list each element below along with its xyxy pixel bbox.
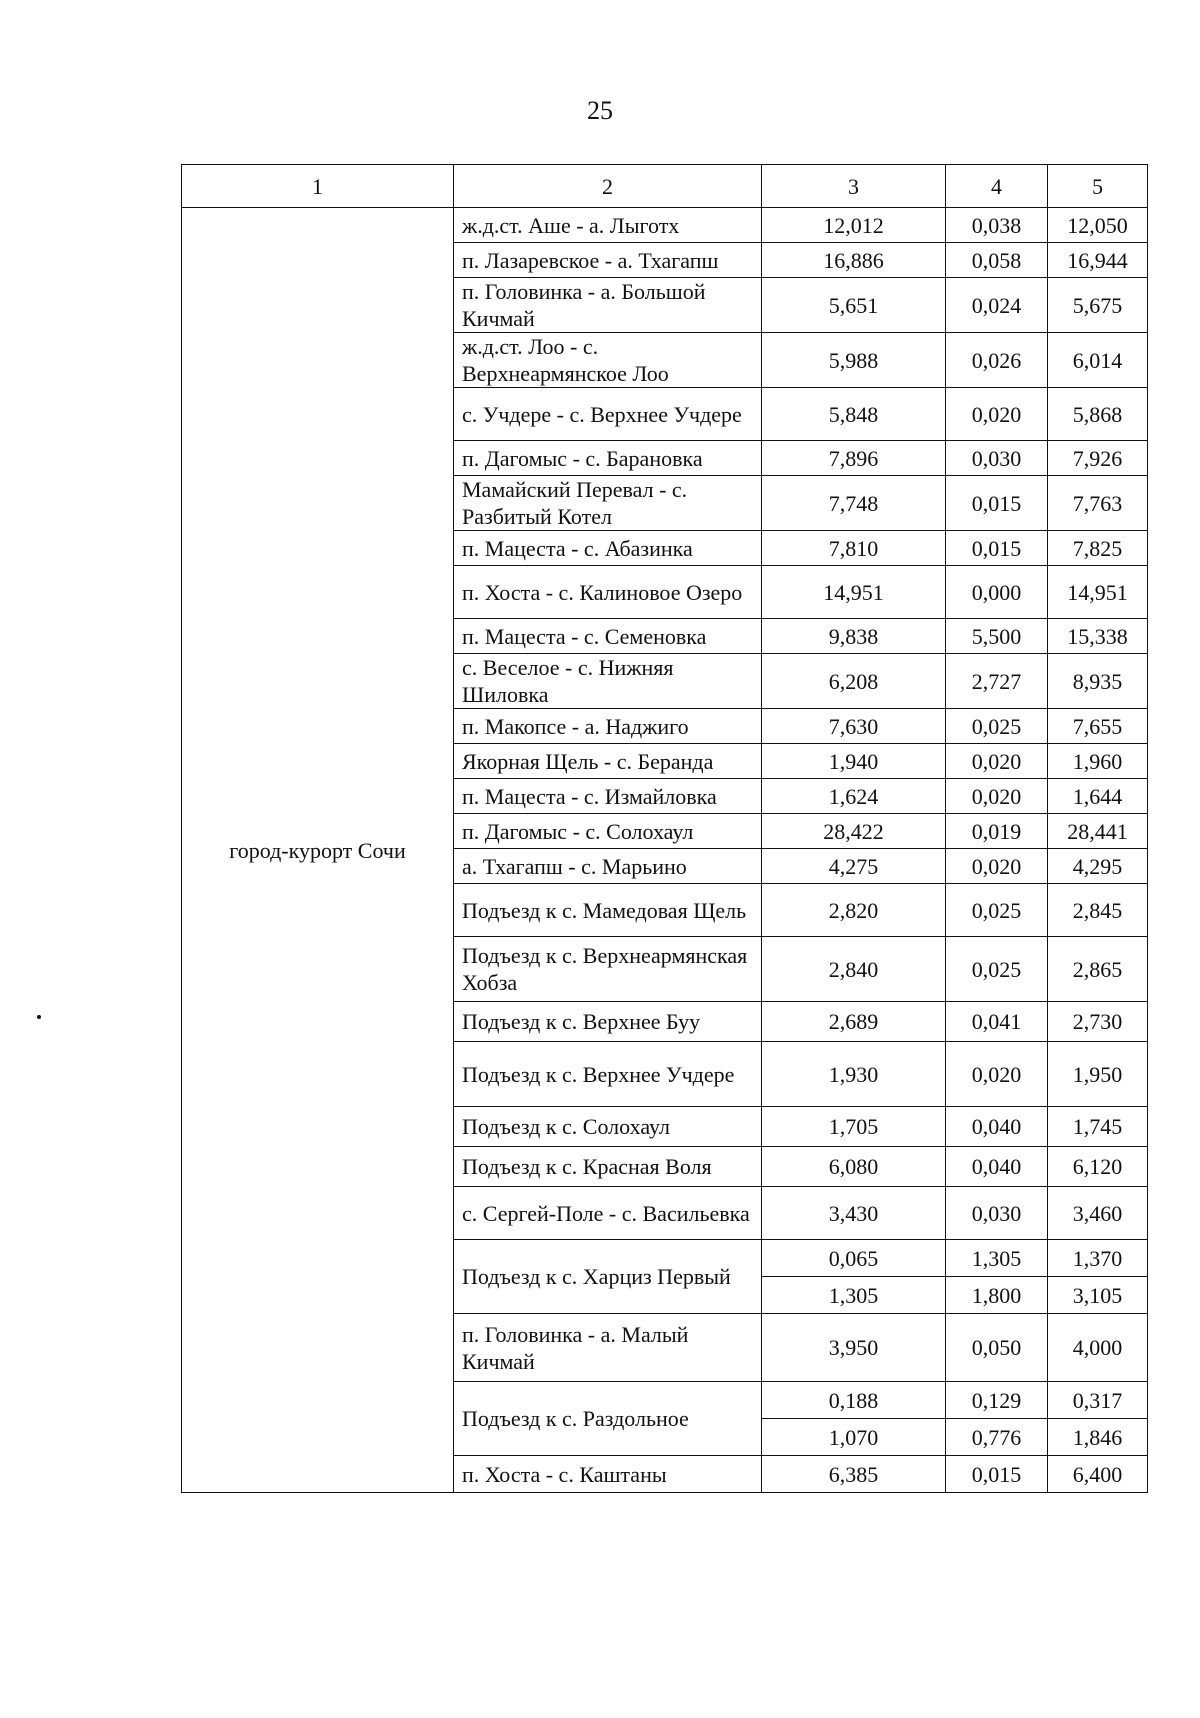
value-cell-col-3: 0,065 bbox=[762, 1240, 946, 1277]
table-row bbox=[182, 208, 1148, 243]
value-cell-col-4: 0,020 bbox=[946, 1042, 1048, 1107]
value-cell-col-5: 1,846 bbox=[1048, 1419, 1148, 1456]
value-cell-col-4: 0,030 bbox=[946, 441, 1048, 476]
header-row bbox=[182, 165, 1148, 208]
value-cell-col-3: 16,886 bbox=[762, 243, 946, 278]
road-name-cell: п. Головинка - а. Малый Кичмай bbox=[454, 1314, 762, 1382]
value-cell-col-4: 0,040 bbox=[946, 1147, 1048, 1187]
road-name-cell: Подъезд к с. Верхнее Буу bbox=[454, 1002, 762, 1042]
value-cell-col-3: 28,422 bbox=[762, 814, 946, 849]
value-cell-col-5: 4,000 bbox=[1048, 1314, 1148, 1382]
value-cell-col-3: 14,951 bbox=[762, 566, 946, 619]
road-name-cell: п. Хоста - с. Каштаны bbox=[454, 1456, 762, 1493]
value-cell-col-5: 3,460 bbox=[1048, 1187, 1148, 1240]
stray-dot-mark bbox=[37, 1015, 41, 1019]
value-cell-col-3: 5,848 bbox=[762, 388, 946, 441]
district-cell: город-курорт Сочи bbox=[182, 208, 454, 1493]
value-cell-col-4: 0,129 bbox=[946, 1382, 1048, 1419]
value-cell-col-5: 1,950 bbox=[1048, 1042, 1148, 1107]
value-cell-col-5: 15,338 bbox=[1048, 619, 1148, 654]
road-name-cell: п. Мацеста - с. Измайловка bbox=[454, 779, 762, 814]
road-name-cell: Подъезд к с. Раздольное bbox=[454, 1382, 762, 1456]
value-cell-col-5: 16,944 bbox=[1048, 243, 1148, 278]
value-cell-col-4: 0,025 bbox=[946, 709, 1048, 744]
value-cell-col-4: 0,026 bbox=[946, 333, 1048, 388]
value-cell-col-4: 1,305 bbox=[946, 1240, 1048, 1277]
value-cell-col-4: 5,500 bbox=[946, 619, 1048, 654]
value-cell-col-5: 1,644 bbox=[1048, 779, 1148, 814]
value-cell-col-4: 0,015 bbox=[946, 1456, 1048, 1493]
road-name-cell: п. Мацеста - с. Семеновка bbox=[454, 619, 762, 654]
value-cell-col-4: 0,015 bbox=[946, 531, 1048, 566]
value-cell-col-4: 0,020 bbox=[946, 388, 1048, 441]
value-cell-col-5: 1,960 bbox=[1048, 744, 1148, 779]
road-name-cell: Подъезд к с. Мамедовая Щель bbox=[454, 884, 762, 937]
value-cell-col-4: 0,019 bbox=[946, 814, 1048, 849]
value-cell-col-3: 7,810 bbox=[762, 531, 946, 566]
value-cell-col-4: 0,000 bbox=[946, 566, 1048, 619]
value-cell-col-4: 0,776 bbox=[946, 1419, 1048, 1456]
road-name-cell: Подъезд к с. Верхнее Учдере bbox=[454, 1042, 762, 1107]
roads-table bbox=[181, 164, 1148, 1493]
value-cell-col-3: 1,940 bbox=[762, 744, 946, 779]
value-cell-col-4: 0,038 bbox=[946, 208, 1048, 243]
value-cell-col-4: 0,058 bbox=[946, 243, 1048, 278]
value-cell-col-3: 9,838 bbox=[762, 619, 946, 654]
value-cell-col-5: 7,655 bbox=[1048, 709, 1148, 744]
value-cell-col-4: 0,025 bbox=[946, 884, 1048, 937]
page-number: 25 bbox=[587, 96, 613, 125]
value-cell-col-5: 5,868 bbox=[1048, 388, 1148, 441]
header-cell-1: 1 bbox=[182, 165, 454, 208]
road-name-cell: Подъезд к с. Солохаул bbox=[454, 1107, 762, 1147]
value-cell-col-3: 12,012 bbox=[762, 208, 946, 243]
value-cell-col-4: 0,050 bbox=[946, 1314, 1048, 1382]
value-cell-col-5: 5,675 bbox=[1048, 278, 1148, 333]
value-cell-col-3: 2,689 bbox=[762, 1002, 946, 1042]
road-name-cell: ж.д.ст. Аше - а. Лыготх bbox=[454, 208, 762, 243]
value-cell-col-3: 1,070 bbox=[762, 1419, 946, 1456]
value-cell-col-3: 6,208 bbox=[762, 654, 946, 709]
value-cell-col-3: 2,820 bbox=[762, 884, 946, 937]
value-cell-col-4: 0,040 bbox=[946, 1107, 1048, 1147]
value-cell-col-3: 3,950 bbox=[762, 1314, 946, 1382]
value-cell-col-5: 0,317 bbox=[1048, 1382, 1148, 1419]
value-cell-col-5: 7,763 bbox=[1048, 476, 1148, 531]
value-cell-col-3: 7,630 bbox=[762, 709, 946, 744]
value-cell-col-4: 0,030 bbox=[946, 1187, 1048, 1240]
value-cell-col-5: 2,845 bbox=[1048, 884, 1148, 937]
header-cell-4: 4 bbox=[946, 165, 1048, 208]
road-name-cell: с. Веселое - с. Нижняя Шиловка bbox=[454, 654, 762, 709]
value-cell-col-3: 5,988 bbox=[762, 333, 946, 388]
road-name-cell: Подъезд к с. Красная Воля bbox=[454, 1147, 762, 1187]
value-cell-col-4: 0,020 bbox=[946, 744, 1048, 779]
value-cell-col-3: 6,385 bbox=[762, 1456, 946, 1493]
road-name-cell: с. Сергей-Поле - с. Васильевка bbox=[454, 1187, 762, 1240]
value-cell-col-3: 7,896 bbox=[762, 441, 946, 476]
road-name-cell: Подъезд к с. Верхнеармянская Хобза bbox=[454, 937, 762, 1002]
value-cell-col-4: 0,024 bbox=[946, 278, 1048, 333]
value-cell-col-3: 7,748 bbox=[762, 476, 946, 531]
road-name-cell: п. Мацеста - с. Абазинка bbox=[454, 531, 762, 566]
value-cell-col-5: 3,105 bbox=[1048, 1277, 1148, 1314]
value-cell-col-3: 1,930 bbox=[762, 1042, 946, 1107]
value-cell-col-5: 7,926 bbox=[1048, 441, 1148, 476]
road-name-cell: п. Хоста - с. Калиновое Озеро bbox=[454, 566, 762, 619]
road-name-cell: п. Головинка - а. Большой Кичмай bbox=[454, 278, 762, 333]
road-name-cell: п. Дагомыс - с. Барановка bbox=[454, 441, 762, 476]
value-cell-col-3: 1,705 bbox=[762, 1107, 946, 1147]
value-cell-col-5: 1,745 bbox=[1048, 1107, 1148, 1147]
value-cell-col-3: 4,275 bbox=[762, 849, 946, 884]
value-cell-col-5: 12,050 bbox=[1048, 208, 1148, 243]
value-cell-col-5: 28,441 bbox=[1048, 814, 1148, 849]
road-name-cell: п. Макопсе - а. Наджиго bbox=[454, 709, 762, 744]
value-cell-col-4: 2,727 bbox=[946, 654, 1048, 709]
value-cell-col-5: 1,370 bbox=[1048, 1240, 1148, 1277]
value-cell-col-5: 2,865 bbox=[1048, 937, 1148, 1002]
value-cell-col-5: 4,295 bbox=[1048, 849, 1148, 884]
value-cell-col-3: 0,188 bbox=[762, 1382, 946, 1419]
value-cell-col-4: 1,800 bbox=[946, 1277, 1048, 1314]
value-cell-col-3: 5,651 bbox=[762, 278, 946, 333]
value-cell-col-3: 2,840 bbox=[762, 937, 946, 1002]
road-name-cell: п. Лазаревское - а. Тхагапш bbox=[454, 243, 762, 278]
road-name-cell: с. Учдере - с. Верхнее Учдере bbox=[454, 388, 762, 441]
value-cell-col-5: 6,014 bbox=[1048, 333, 1148, 388]
value-cell-col-4: 0,020 bbox=[946, 779, 1048, 814]
road-name-cell: Якорная Щель - с. Беранда bbox=[454, 744, 762, 779]
value-cell-col-5: 2,730 bbox=[1048, 1002, 1148, 1042]
road-name-cell: ж.д.ст. Лоо - с. Верхнеармянское Лоо bbox=[454, 333, 762, 388]
value-cell-col-4: 0,020 bbox=[946, 849, 1048, 884]
road-name-cell: Подъезд к с. Харциз Первый bbox=[454, 1240, 762, 1314]
value-cell-col-3: 1,624 bbox=[762, 779, 946, 814]
value-cell-col-5: 6,400 bbox=[1048, 1456, 1148, 1493]
value-cell-col-5: 8,935 bbox=[1048, 654, 1148, 709]
road-name-cell: а. Тхагапш - с. Марьино bbox=[454, 849, 762, 884]
value-cell-col-4: 0,041 bbox=[946, 1002, 1048, 1042]
value-cell-col-4: 0,025 bbox=[946, 937, 1048, 1002]
value-cell-col-3: 3,430 bbox=[762, 1187, 946, 1240]
road-name-cell: Мамайский Перевал - с. Разбитый Котел bbox=[454, 476, 762, 531]
header-cell-2: 2 bbox=[454, 165, 762, 208]
roads-table-body bbox=[182, 165, 1148, 1493]
value-cell-col-4: 0,015 bbox=[946, 476, 1048, 531]
value-cell-col-5: 6,120 bbox=[1048, 1147, 1148, 1187]
road-name-cell: п. Дагомыс - с. Солохаул bbox=[454, 814, 762, 849]
value-cell-col-3: 6,080 bbox=[762, 1147, 946, 1187]
header-cell-5: 5 bbox=[1048, 165, 1148, 208]
header-cell-3: 3 bbox=[762, 165, 946, 208]
value-cell-col-5: 7,825 bbox=[1048, 531, 1148, 566]
value-cell-col-3: 1,305 bbox=[762, 1277, 946, 1314]
value-cell-col-5: 14,951 bbox=[1048, 566, 1148, 619]
